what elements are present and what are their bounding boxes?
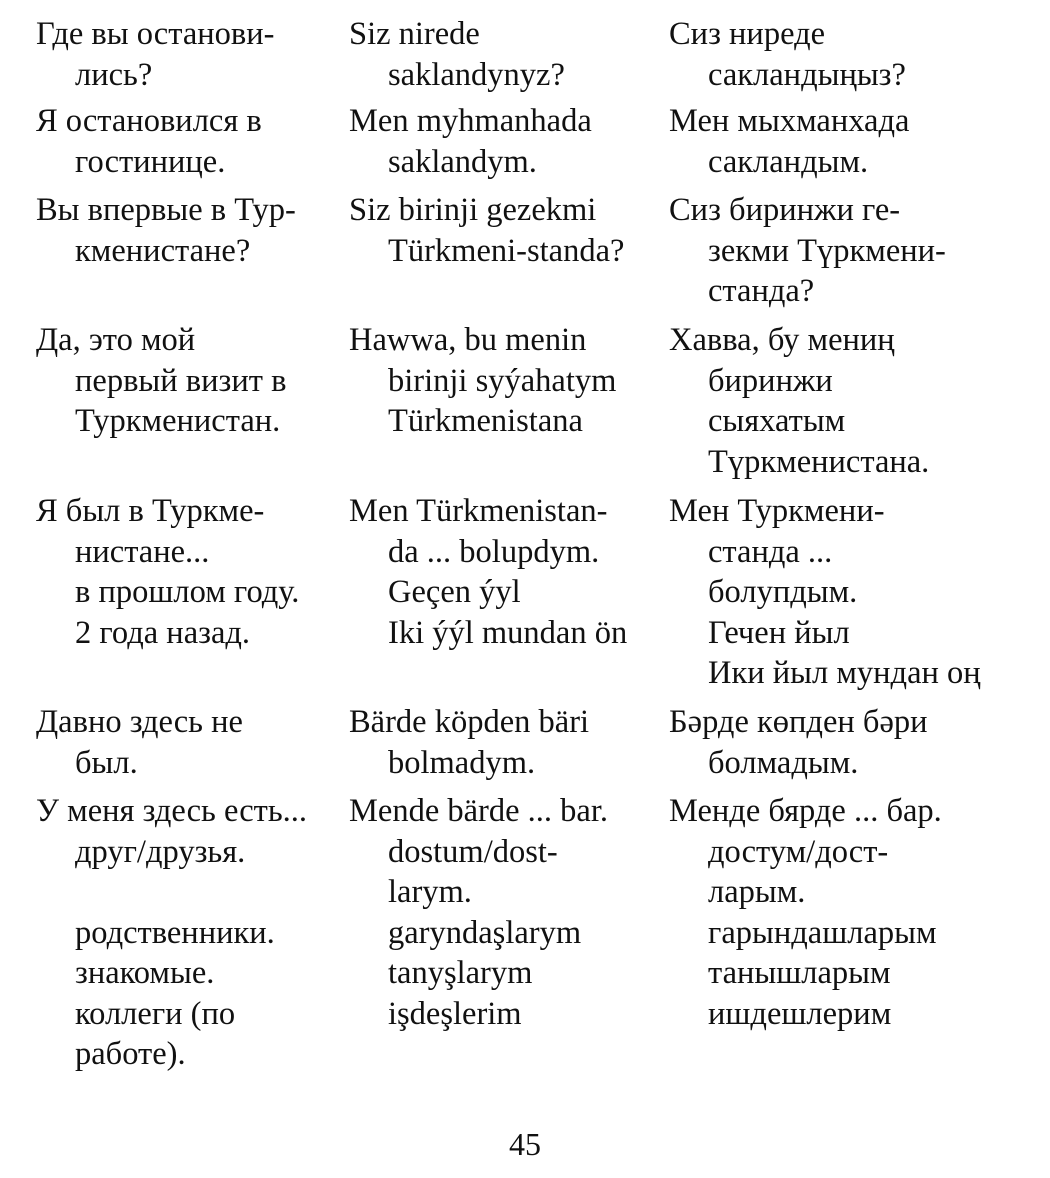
- russian-cell: [36, 190, 341, 271]
- turkmen-cyrillic-line: гарындашларым: [708, 914, 937, 951]
- turkmen-cyrillic-line: достум/дост-: [708, 833, 889, 870]
- turkmen-cyrillic-cell: [669, 14, 1044, 95]
- turkmen-cyrillic-cell: [669, 190, 1044, 312]
- turkmen-cyrillic-line: Хавва, бу мениң: [669, 322, 895, 358]
- turkmen-cyrillic-line: ларым.: [708, 874, 806, 910]
- russian-line: лись?: [75, 56, 153, 93]
- turkmen-cyrillic-cell: [669, 101, 1044, 182]
- russian-line: нистане...: [75, 533, 210, 570]
- turkmen-latin-cell: [349, 791, 664, 1034]
- russian-line: работе).: [75, 1036, 186, 1072]
- russian-line: Я был в Туркме-: [36, 493, 265, 529]
- russian-line: кменистане?: [75, 232, 251, 269]
- turkmen-cyrillic-line: Сиз ниреде: [669, 16, 826, 52]
- turkmen-cyrillic-line: болмадым.: [708, 744, 859, 781]
- turkmen-cyrillic-line: зекми Түркмени-: [708, 232, 946, 269]
- turkmen-cyrillic-line: Ики йыл мундан оң: [708, 655, 981, 691]
- russian-line: родственники.: [75, 914, 275, 951]
- turkmen-cyrillic-line: ишдешлерим: [708, 995, 892, 1032]
- russian-line: знакомые.: [75, 955, 215, 991]
- russian-cell: [36, 791, 341, 1075]
- turkmen-cyrillic-line: сакландым.: [708, 143, 869, 180]
- turkmen-latin-cell: [349, 190, 664, 271]
- russian-line: в прошлом году.: [75, 574, 300, 610]
- turkmen-cyrillic-line: болупдым.: [708, 574, 858, 610]
- russian-line: У меня здесь есть...: [36, 793, 308, 829]
- turkmen-cyrillic-cell: [669, 320, 1044, 482]
- turkmen-latin-line: Men myhmanhada: [349, 103, 592, 139]
- turkmen-latin-line: larym.: [388, 874, 472, 910]
- turkmen-latin-line: Siz nirede: [349, 16, 480, 52]
- turkmen-latin-line: Türkmeni-standa?: [388, 232, 625, 269]
- turkmen-cyrillic-line: Менде бярде ... бар.: [669, 793, 942, 829]
- turkmen-cyrillic-line: танышларым: [708, 955, 891, 991]
- turkmen-cyrillic-line: Мен мыхманхада: [669, 103, 910, 139]
- russian-line: [36, 872, 341, 913]
- turkmen-cyrillic-line: сыяхатым: [708, 403, 846, 439]
- turkmen-cyrillic-line: Мен Туркмени-: [669, 493, 885, 529]
- russian-line: Вы впервые в Тур-: [36, 192, 296, 228]
- turkmen-latin-line: tanyşlarym: [388, 955, 533, 991]
- turkmen-latin-line: saklandym.: [388, 143, 537, 180]
- russian-line: 2 года назад.: [75, 614, 251, 651]
- russian-cell: [36, 14, 341, 95]
- turkmen-cyrillic-line: биринжи: [708, 362, 833, 399]
- turkmen-latin-line: Men Türkmenistan-: [349, 493, 608, 529]
- turkmen-latin-line: Siz birinji gezekmi: [349, 192, 597, 228]
- turkmen-cyrillic-line: Түркменистана.: [708, 443, 930, 480]
- russian-line: Давно здесь не: [36, 704, 243, 740]
- turkmen-latin-line: da ... bolupdym.: [388, 533, 600, 570]
- turkmen-latin-line: Geçen ýyl: [388, 574, 521, 610]
- russian-line: Где вы останови-: [36, 16, 275, 52]
- turkmen-cyrillic-line: станда?: [708, 273, 815, 309]
- turkmen-cyrillic-line: сакландыңыз?: [708, 56, 906, 93]
- russian-cell: [36, 702, 341, 783]
- turkmen-latin-line: Iki ýýl mundan ön: [388, 614, 628, 651]
- turkmen-cyrillic-cell: [669, 791, 1044, 1034]
- russian-line: Туркменистан.: [75, 403, 281, 439]
- russian-line: первый визит в: [75, 362, 287, 399]
- turkmen-cyrillic-cell: [669, 702, 1044, 783]
- turkmen-latin-cell: [349, 101, 664, 182]
- turkmen-latin-line: Türkmenistana: [388, 403, 583, 439]
- turkmen-latin-line: saklandynyz?: [388, 56, 565, 93]
- turkmen-cyrillic-line: Гечен йыл: [708, 614, 850, 651]
- turkmen-cyrillic-cell: [669, 491, 1044, 694]
- russian-line: гостинице.: [75, 143, 226, 180]
- turkmen-latin-line: Mende bärde ... bar.: [349, 793, 609, 829]
- turkmen-latin-line: bolmadym.: [388, 744, 536, 781]
- turkmen-latin-line: birinji syýahatym: [388, 362, 617, 399]
- russian-line: Я остановился в: [36, 103, 262, 139]
- turkmen-latin-line: garyndaşlarym: [388, 914, 582, 951]
- turkmen-latin-line: Hawwa, bu menin: [349, 322, 587, 358]
- turkmen-latin-cell: [349, 702, 664, 783]
- russian-line: Да, это мой: [36, 322, 196, 358]
- russian-cell: [36, 101, 341, 182]
- turkmen-latin-cell: [349, 14, 664, 95]
- turkmen-cyrillic-line: Сиз биринжи ге-: [669, 192, 901, 228]
- turkmen-latin-cell: [349, 491, 664, 653]
- russian-line: коллеги (по: [75, 995, 236, 1032]
- russian-line: был.: [75, 744, 138, 781]
- turkmen-latin-line: işdeşlerim: [388, 995, 522, 1032]
- turkmen-cyrillic-line: Бәрде көпден бәри: [669, 704, 928, 740]
- russian-line: друг/друзья.: [75, 833, 246, 870]
- page-number: 45: [509, 1126, 541, 1162]
- turkmen-latin-line: Bärde köpden bäri: [349, 704, 590, 740]
- russian-cell: [36, 491, 341, 653]
- russian-cell: [36, 320, 341, 442]
- turkmen-latin-line: dostum/dost-: [388, 833, 558, 870]
- turkmen-cyrillic-line: станда ...: [708, 533, 833, 570]
- turkmen-latin-cell: [349, 320, 664, 442]
